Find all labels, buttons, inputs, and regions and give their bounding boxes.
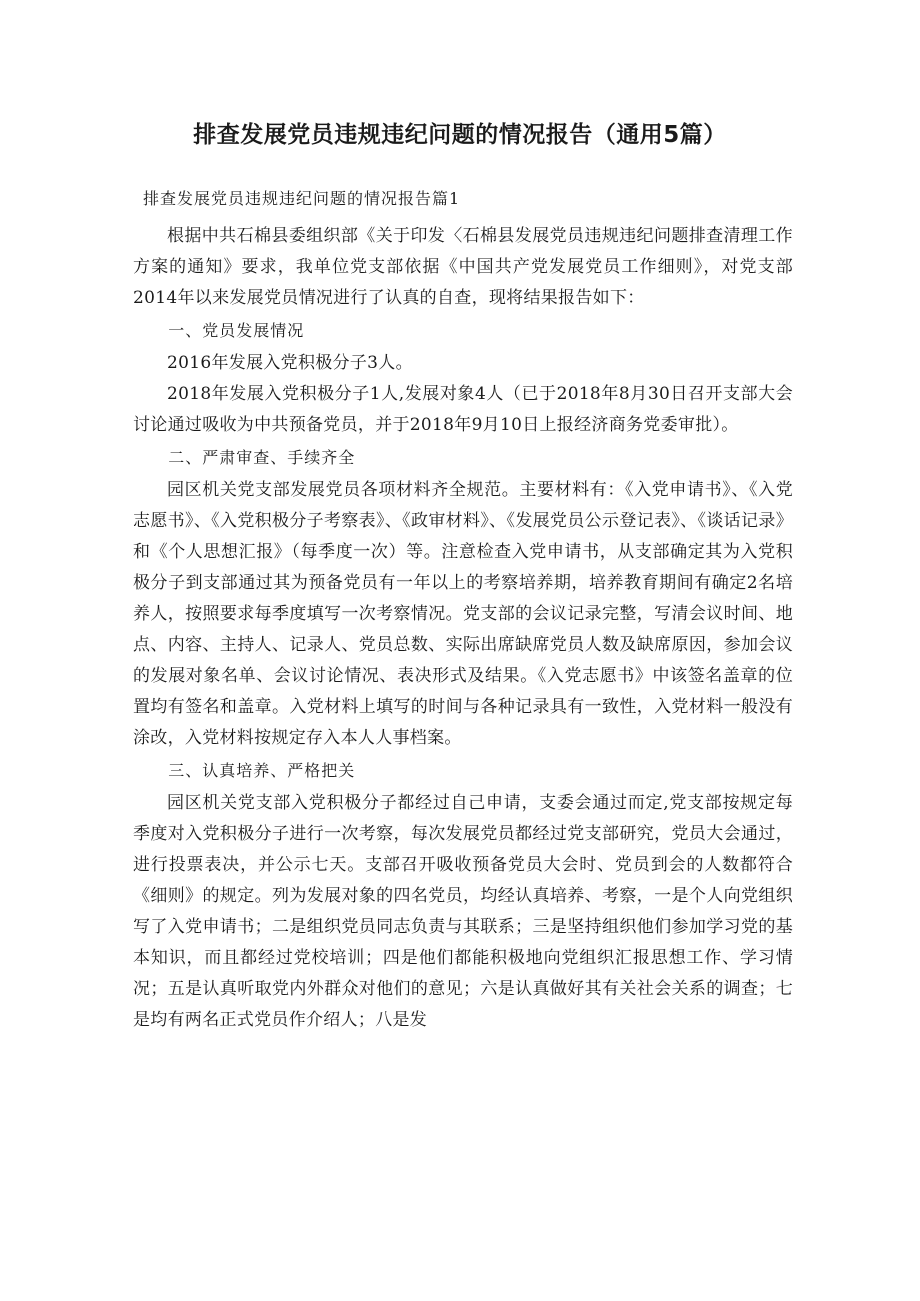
section-heading-1: 一、党员发展情况 — [168, 321, 305, 340]
section-heading-2: 二、严肃审查、手续齐全 — [168, 448, 356, 467]
document-title: 排查发展党员违规违纪问题的情况报告（通用5篇） — [193, 122, 727, 148]
document-body — [133, 221, 793, 1036]
section-heading-3: 三、认真培养、严格把关 — [168, 761, 356, 780]
section1-paragraph-1: 2016年发展入党积极分子3人。 — [167, 353, 413, 373]
section1-paragraph-2: 2018年发展入党积极分子1人,发展对象4人（已于2018年8月30日召开支部大会讨论通过吸收为中共预备党员，并于2018年9月10日上报经济商务党委审批）。 — [133, 384, 793, 435]
intro-paragraph: 根据中共石棉县委组织部《关于印发〈石棉县发展党员违规违纪问题排查清理工作方案的通知》要求，我单位党支部依据《中国共产党发展党员工作细则》，对党支部2014年以来发展党员情况进行了认真的自查，现将结果报告如下： — [133, 226, 793, 308]
section2-paragraph-1: 园区机关党支部发展党员各项材料齐全规范。主要材料有：《入党申请书》、《入党志愿书》、《入党积极分子考察表》、《政审材料》、《发展党员公示登记表》、《谈话记录》和《个人思想汇报》（每季度一次）等。注意检查入党申请书，从支部确定其为入党积极分子到支部通过其为预备党员有一年以上的考察培养期，培养教育期间有确定2名培养人，按照要求每季度填写一次考察情况。党支部的会议记录完整，写清会议时间、地点、内容、主持人、记录人、党员总数、实际出席缺席党员人数及缺席原因，参加会议的发展对象名单、会议讨论情况、表决形式及结果。《入党志愿书》中该签名盖章的位置均有签名和盖章。入党材料上填写的时间与各种记录具有一致性，入党材料一般没有涂改，入党材料按规定存入本人人事档案。 — [133, 480, 793, 748]
section3-paragraph-1: 园区机关党支部入党积极分子都经过自己申请，支委会通过而定,党支部按规定每季度对入党积极分子进行一次考察，每次发展党员都经过党支部研究，党员大会通过，进行投票表决，并公示七天。支部召开吸收预备党员大会时、党员到会的人数都符合《细则》的规定。列为发展对象的四名党员，均经认真培养、考察，一是个人向党组织写了入党申请书；二是组织党员同志负责与其联系；三是坚持组织他们参加学习党的基本知识，而且都经过党校培训；四是他们都能积极地向党组织汇报思想工作、学习情况；五是认真听取党内外群众对他们的意见；六是认真做好其有关社会关系的调查；七是均有两名正式党员作介绍人；八是发 — [133, 793, 793, 1030]
article-subtitle: 排查发展党员违规违纪问题的情况报告篇1 — [143, 189, 461, 208]
